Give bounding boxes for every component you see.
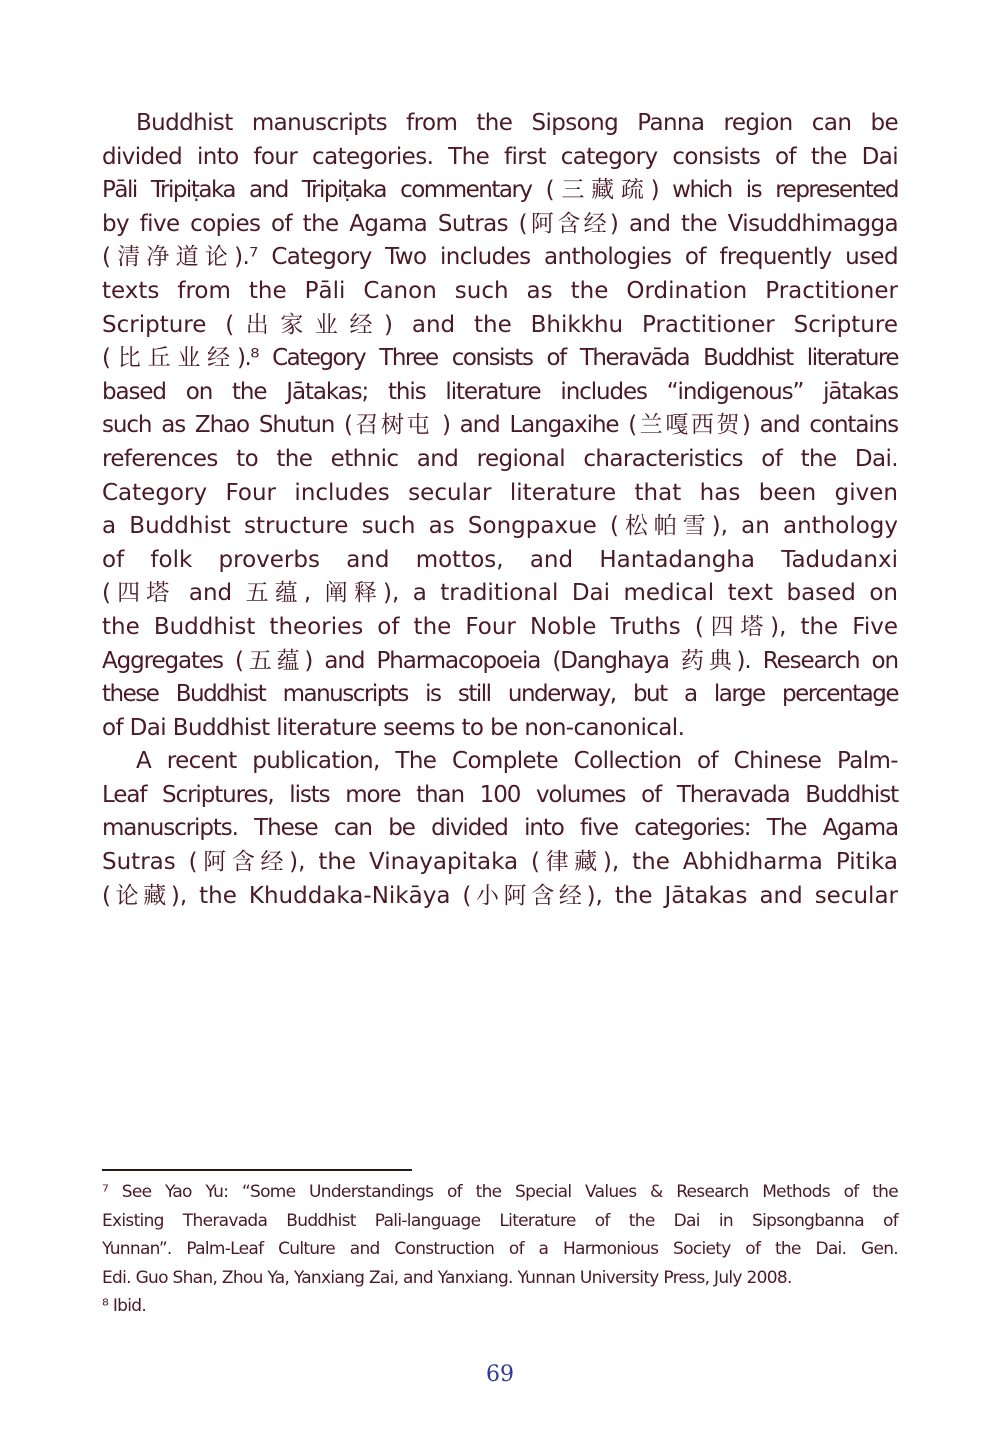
text-line: references to the ethnic and regional characteristics of the Dai. (102, 445, 898, 472)
text-line: by five copies of the Agama Sutras (阿含经) and the Visuddhimagga (102, 210, 898, 237)
footnote-separator (102, 1169, 412, 1171)
text-line: (比丘业经).⁸ Category Three consists of Theravāda Buddhist literature (102, 345, 898, 372)
text-line: the Buddhist theories of the Four Noble Truths (四塔), the Five (102, 613, 898, 640)
text-line: Sutras (阿含经), the Vinayapitaka (律藏), the Abhidharma Pitika (102, 849, 898, 876)
footnote-line: Edi. Guo Shan, Zhou Ya, Yanxiang Zai, and Yanxiang. Yunnan University Press, July 2008. (102, 1267, 792, 1288)
text-line: (论藏), the Khuddaka-Nikāya (小阿含经), the Jātakas and secular (102, 882, 898, 909)
text-line: of folk proverbs and mottos, and Hantadangha Tadudanxi (102, 546, 898, 573)
footnote-line: ⁸ Ibid. (102, 1296, 147, 1317)
footnote-line: ⁷ See Yao Yu: “Some Understandings of the Special Values & Research Methods of the (102, 1182, 898, 1202)
text-line: such as Zhao Shutun (召树屯 ) and Langaxihe (兰嘎西贺) and contains (102, 412, 898, 439)
text-line: Leaf Scriptures, lists more than 100 volumes of Theravada Buddhist (102, 781, 898, 808)
text-line: these Buddhist manuscripts is still underway, but a large percentage (102, 681, 898, 708)
body-text (102, 107, 898, 913)
text-line: of Dai Buddhist literature seems to be non-canonical. (102, 714, 685, 741)
footnote-line: Yunnan”. Palm-Leaf Culture and Construction of a Harmonious Society of the Dai. Gen. (102, 1239, 898, 1260)
text-line: (四塔 and 五蕴, 阐释), a traditional Dai medical text based on (102, 580, 898, 607)
text-line: A recent publication, The Complete Collection of Chinese Palm- (136, 748, 898, 775)
footnote-line: Existing Theravada Buddhist Pali-language Literature of the Dai in Sipsongbanna of (102, 1210, 898, 1231)
text-line: Pāli Tripiṭaka and Tripiṭaka commentary (三藏疏) which is represented (102, 177, 898, 204)
page-number: 69 (486, 1362, 514, 1387)
text-line: Scripture (出家业经) and the Bhikkhu Practitioner Scripture (102, 311, 898, 338)
text-line: texts from the Pāli Canon such as the Ordination Practitioner (102, 277, 898, 304)
text-line: divided into four categories. The first category consists of the Dai (102, 143, 898, 170)
text-line: based on the Jātakas; this literature includes “indigenous” jātakas (102, 378, 898, 405)
text-line: manuscripts. These can be divided into five categories: The Agama (102, 815, 898, 842)
text-line: (清净道论).⁷ Category Two includes anthologies of frequently used (102, 244, 898, 271)
text-line: Buddhist manuscripts from the Sipsong Panna region can be (136, 110, 898, 136)
text-line: Category Four includes secular literature that has been given (102, 479, 898, 506)
text-line: Aggregates (五蕴) and Pharmacopoeia (Danghaya 药典). Research on (102, 647, 898, 674)
footnotes (102, 1178, 898, 1321)
text-line: a Buddhist structure such as Songpaxue (松帕雪), an anthology (102, 513, 898, 540)
